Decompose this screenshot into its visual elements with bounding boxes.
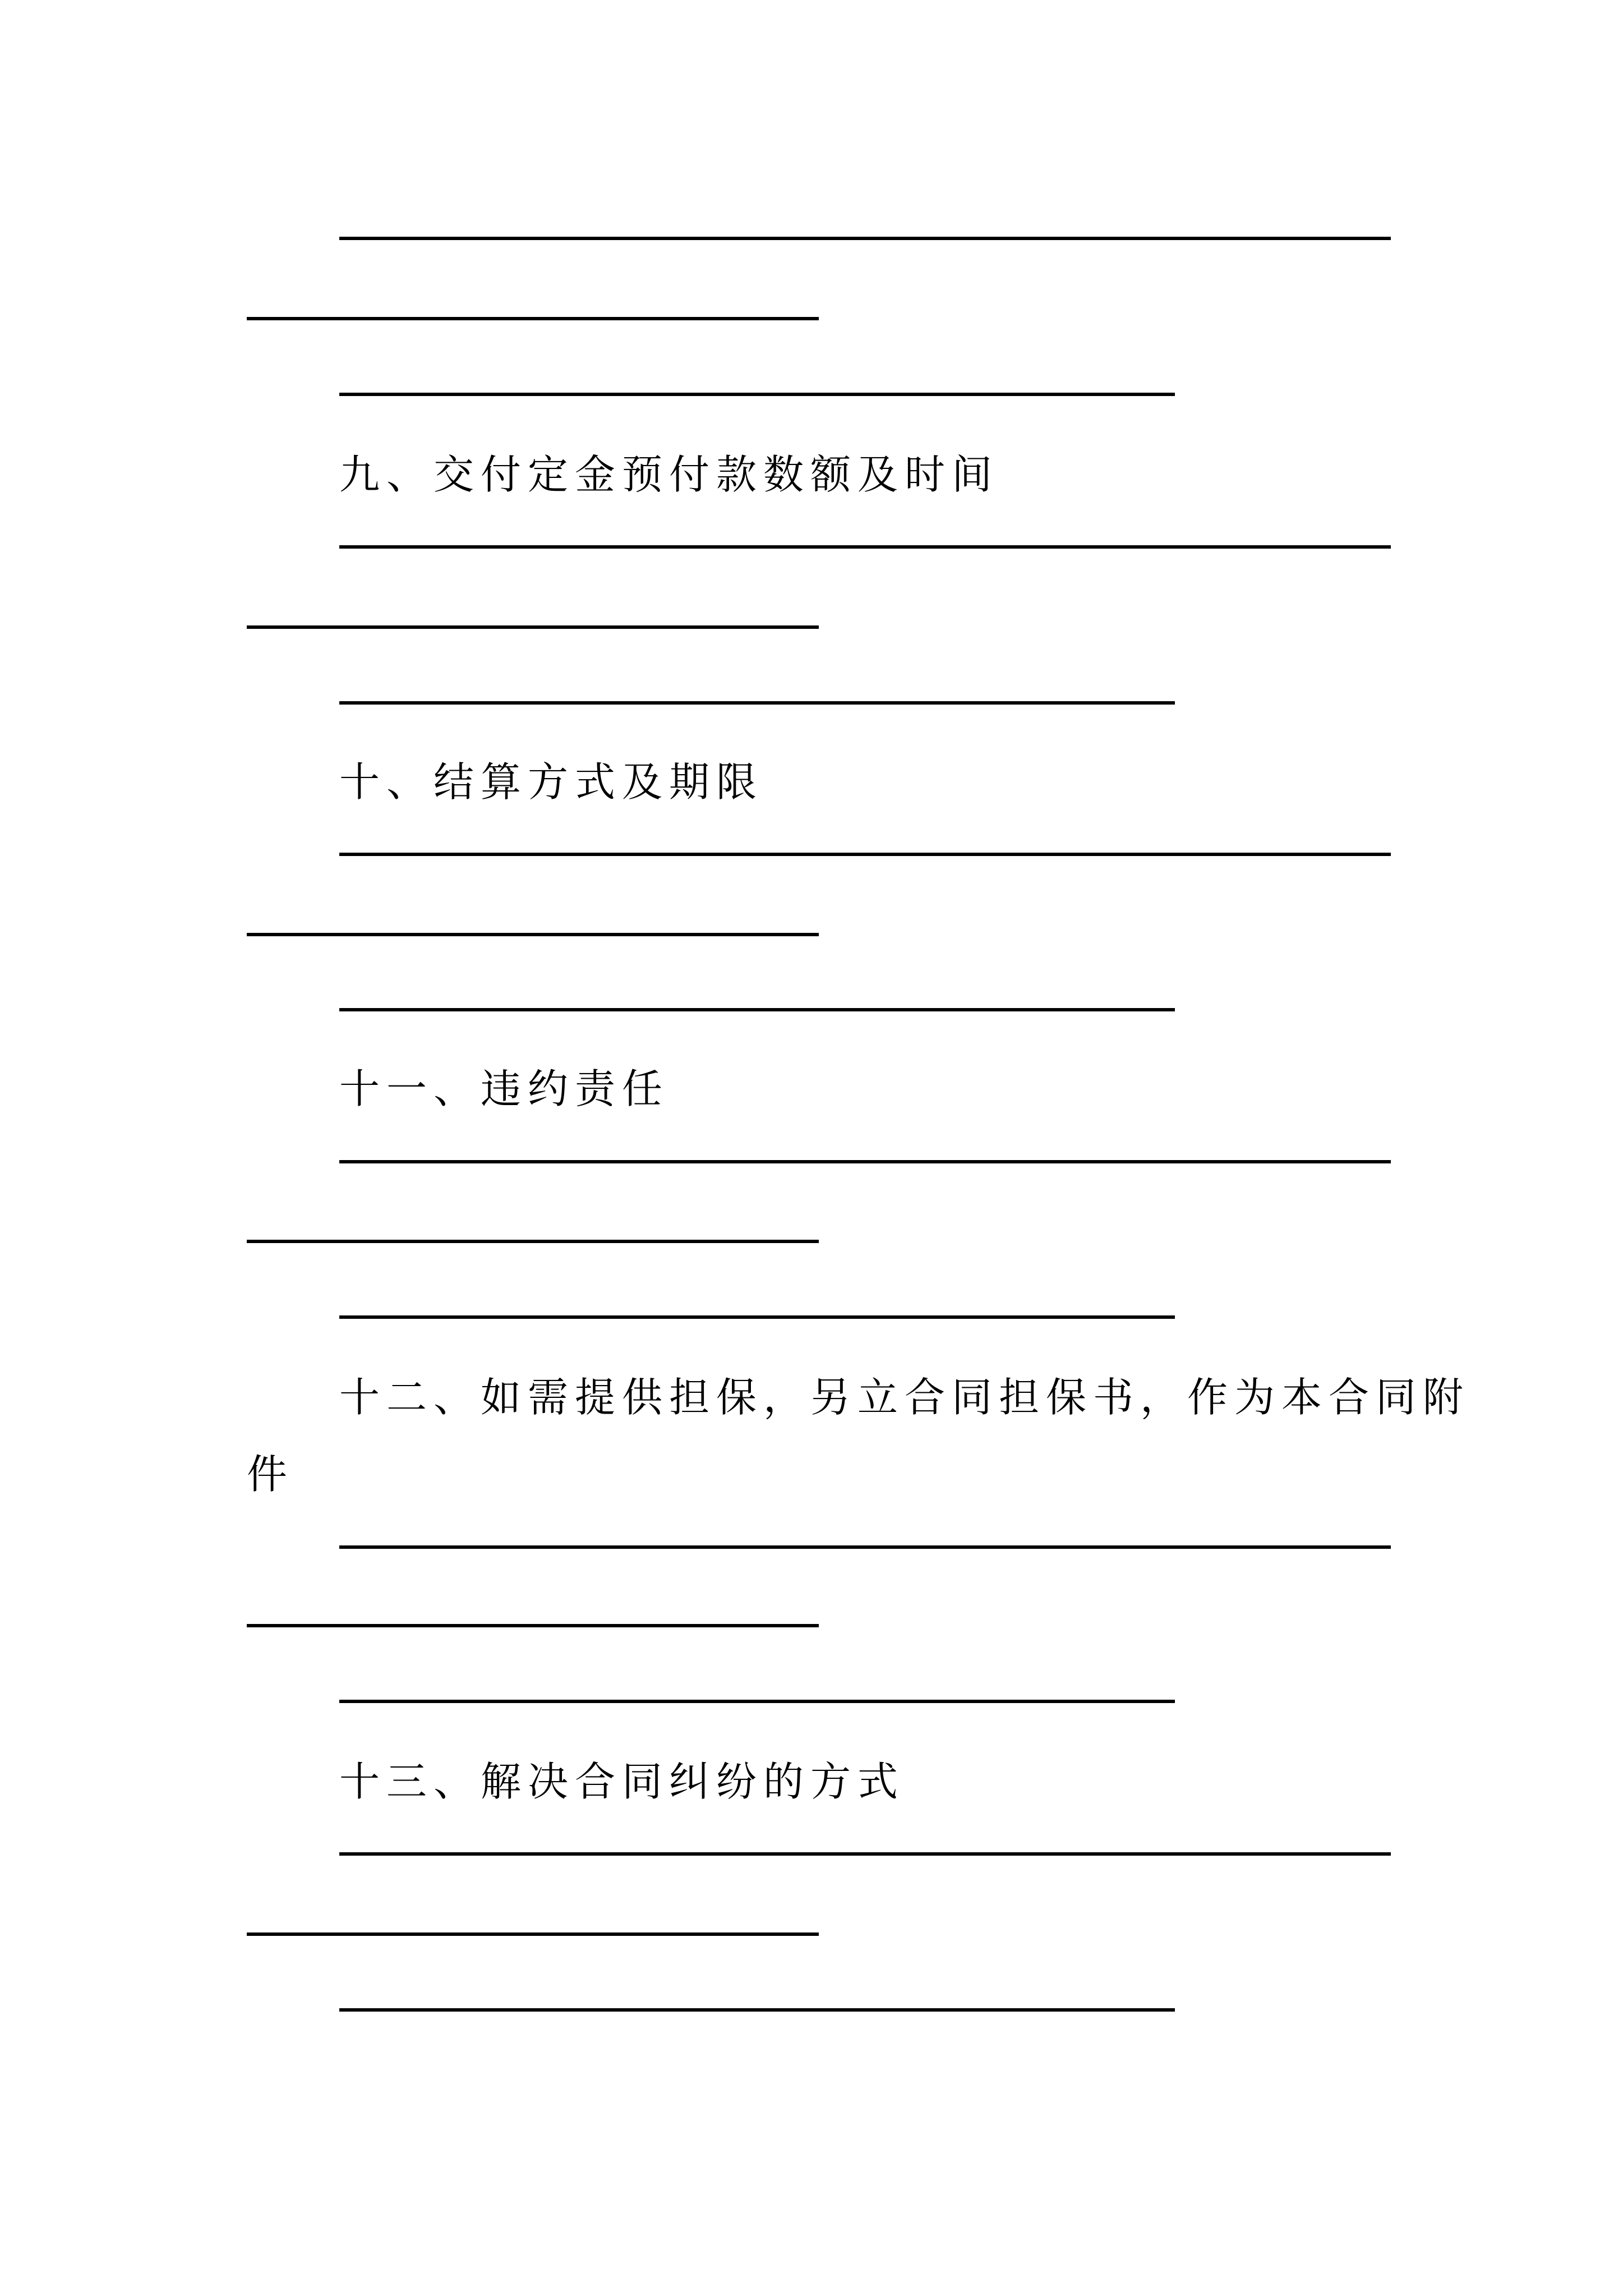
blank-line [339, 1008, 1175, 1011]
blank-line [339, 1160, 1391, 1163]
section-10-heading: 十、结算方式及期限 [339, 758, 764, 806]
blank-line [247, 1624, 819, 1627]
blank-line [339, 2008, 1175, 2012]
blank-line [247, 317, 819, 320]
blank-line [339, 545, 1391, 549]
blank-line [247, 1932, 819, 1936]
blank-line [339, 1315, 1175, 1319]
blank-line [247, 933, 819, 936]
blank-line [339, 1852, 1391, 1856]
blank-line [339, 237, 1391, 240]
blank-line [339, 853, 1391, 856]
section-9-heading: 九、交付定金预付款数额及时间 [339, 451, 999, 498]
blank-line [247, 1240, 819, 1243]
section-12-heading: 十二、如需提供担保，另立合同担保书，作为本合同附 [339, 1374, 1470, 1421]
blank-line [339, 1545, 1391, 1549]
blank-line [339, 393, 1175, 396]
section-11-heading: 十一、违约责任 [339, 1065, 670, 1112]
blank-line [339, 1700, 1175, 1703]
blank-line [247, 625, 819, 629]
blank-line [339, 701, 1175, 705]
section-12-heading-continuation: 件 [247, 1451, 288, 1498]
section-13-heading: 十三、解决合同纠纷的方式 [339, 1758, 905, 1805]
